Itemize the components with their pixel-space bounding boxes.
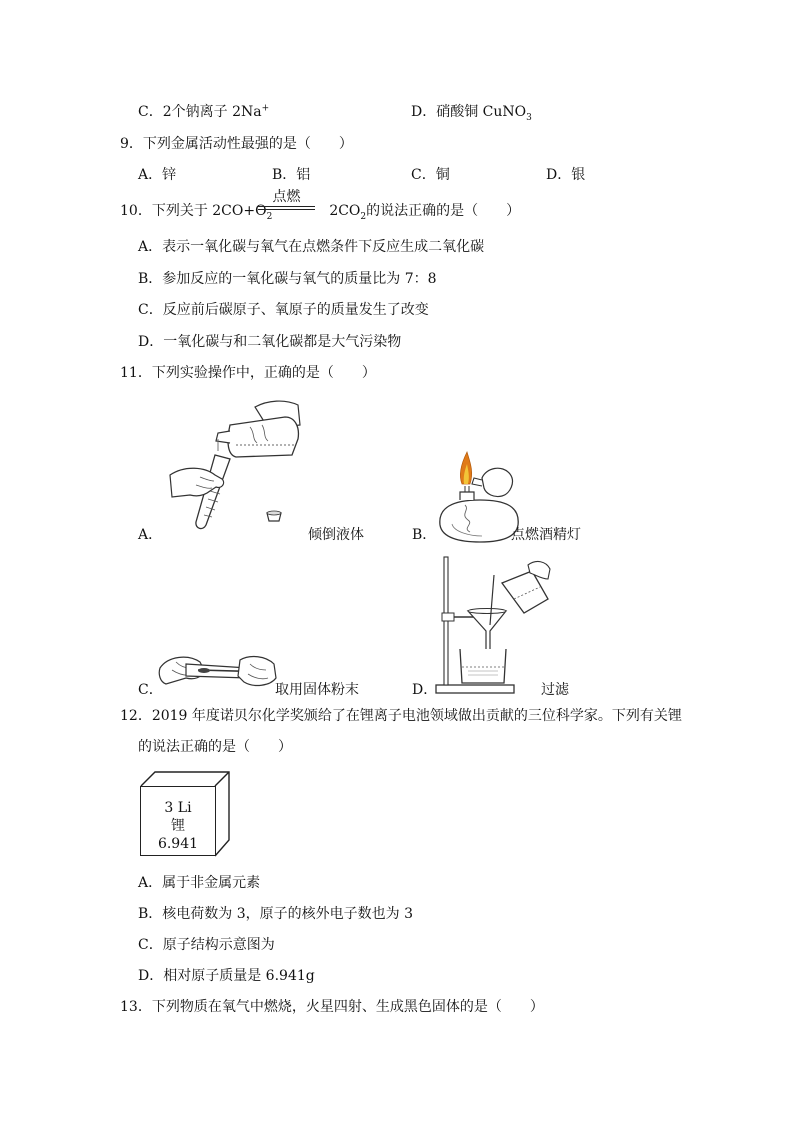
- q11-option-a-label: A．: [138, 527, 163, 543]
- q10-option-c: C．反应前后碳原子、氧原子的质量发生了改变: [138, 302, 429, 318]
- q9-stem: 9．下列金属活动性最强的是（ ）: [120, 136, 353, 152]
- q8-option-d-label: D．: [411, 104, 437, 120]
- q10-option-d: D．一氧化碳与和二氧化碳都是大气污染物: [138, 334, 402, 350]
- q12-option-c: C．原子结构示意图为: [138, 937, 275, 953]
- q11-option-d-label: D．: [412, 682, 438, 698]
- q10-condition-text: 点燃: [272, 189, 301, 205]
- filtration-figure: [432, 555, 552, 697]
- q10-stem: [120, 202, 520, 220]
- q10-equals-line-1: [258, 206, 315, 207]
- q11-option-d-caption: 过滤: [541, 682, 569, 698]
- q8-option-d-text: 硝酸铜 CuNO: [436, 104, 527, 120]
- q11-option-c-caption: 取用固体粉末: [275, 682, 359, 698]
- q9-option-b: B．铝: [272, 167, 311, 183]
- q9-option-c: C．铜: [411, 167, 450, 183]
- q10-equals-line-2: [258, 209, 315, 210]
- pouring-liquid-figure: [160, 395, 310, 545]
- q8-option-d: [411, 103, 532, 121]
- q10-stem-sub2: 2: [360, 211, 367, 222]
- q9-option-d: D．银: [546, 167, 586, 183]
- element-name: 锂: [171, 818, 185, 834]
- q11-option-b-label: B．: [412, 527, 437, 543]
- q10-stem-pre: 10．下列关于 2CO+O: [120, 203, 267, 219]
- q10-reaction-condition: [258, 189, 315, 210]
- q12-stem-line-1: 12．2019 年度诺贝尔化学奖颁给了在锂离子电池领域做出贡献的三位科学家。下列有关锂: [120, 708, 682, 724]
- q8-option-c-charge: +: [261, 103, 270, 114]
- solid-powder-figure: [158, 648, 278, 696]
- q12-option-d: D．相对原子质量是 6.941g: [138, 968, 315, 984]
- q11-stem: 11．下列实验操作中，正确的是（ ）: [120, 365, 376, 381]
- q12-stem-line-2: 的说法正确的是（ ）: [138, 739, 292, 755]
- q8-option-c: [138, 103, 269, 121]
- q11-option-b-caption: 点燃酒精灯: [511, 527, 581, 543]
- element-number-symbol: 3 Li: [164, 800, 192, 816]
- q11-option-a-caption: 倾倒液体: [308, 527, 364, 543]
- q8-option-c-text: 2个钠离子 2Na: [162, 104, 262, 120]
- q8-option-d-subscript: 3: [526, 112, 532, 123]
- lithium-element-box: [140, 786, 216, 856]
- element-mass: 6.941: [157, 836, 199, 852]
- q8-option-c-label: C．: [138, 104, 163, 120]
- q11-option-c-label: C．: [138, 682, 163, 698]
- q12-option-a: A．属于非金属元素: [138, 875, 261, 891]
- q10-stem-post: 的说法正确的是（ ）: [366, 203, 521, 219]
- q10-option-a: A．表示一氧化碳与氧气在点燃条件下反应生成二氧化碳: [138, 239, 485, 255]
- q10-stem-mid: 2CO: [329, 203, 361, 219]
- q10-option-b: B．参加反应的一氧化碳与氧气的质量比为 7：8: [138, 271, 437, 287]
- q12-option-b: B．核电荷数为 3，原子的核外电子数也为 3: [138, 906, 414, 922]
- q10-stem-sub1: 2: [266, 211, 273, 222]
- q9-option-a: A．锌: [138, 167, 177, 183]
- q13-stem: 13．下列物质在氧气中燃烧，火星四射、生成黑色固体的是（ ）: [120, 999, 544, 1015]
